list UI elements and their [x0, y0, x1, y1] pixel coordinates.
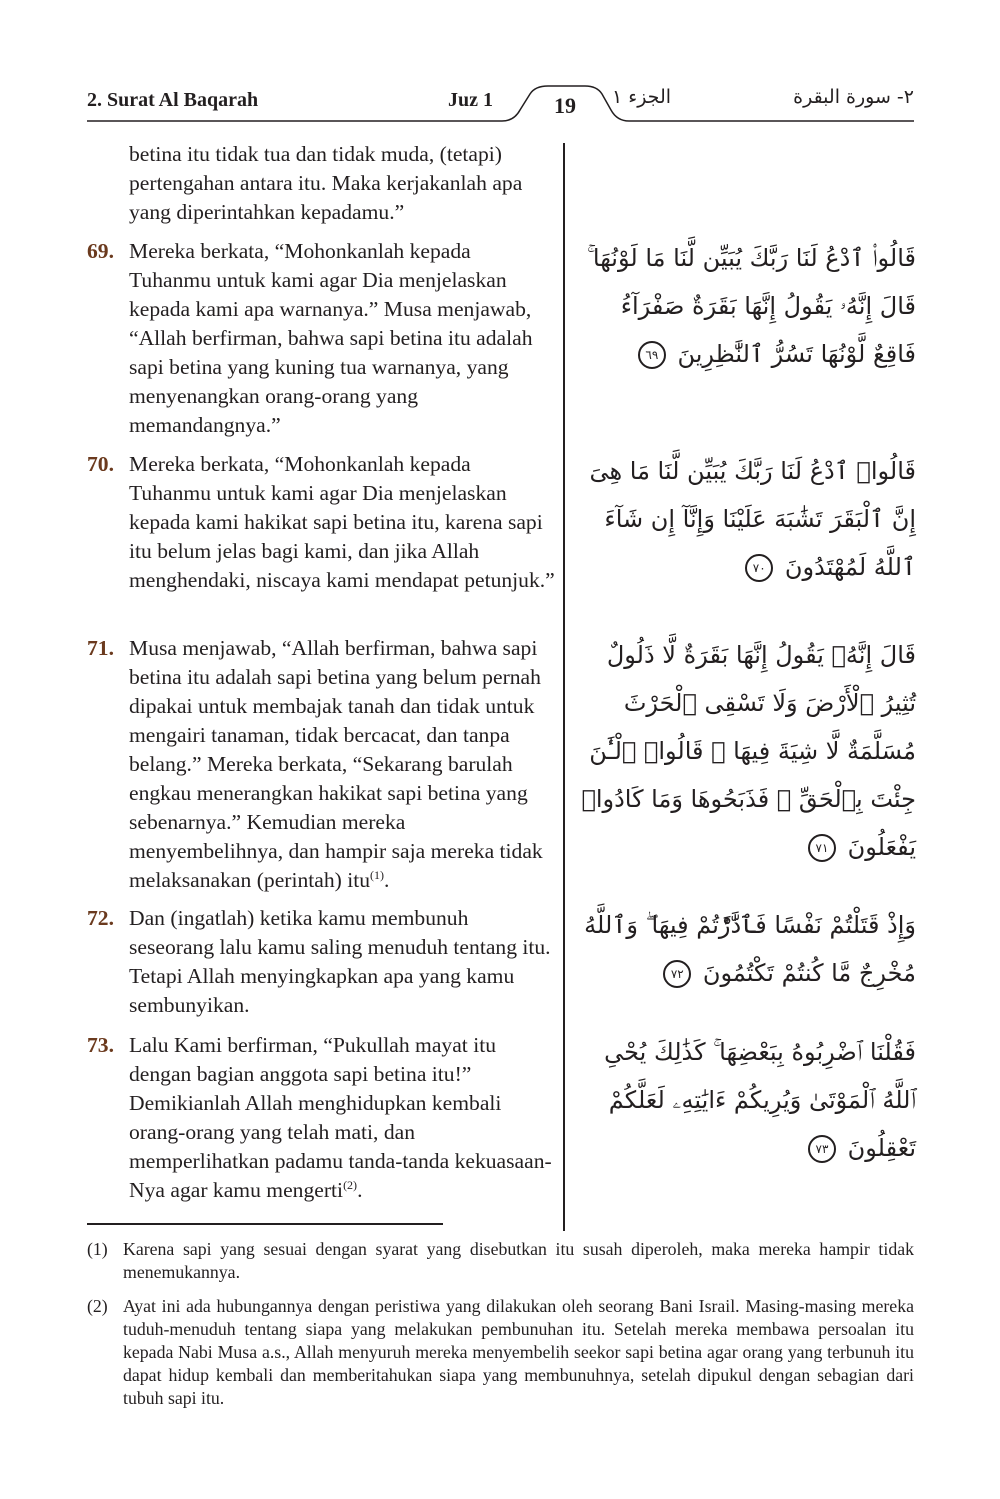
column-divider	[563, 143, 565, 1231]
verse-translation-body	[129, 634, 557, 895]
verse-arabic-73	[578, 1028, 916, 1172]
verse-translation-70	[87, 450, 557, 595]
verse-arabic-69	[578, 234, 916, 378]
ayah-end-mark: ٧٠	[745, 554, 773, 582]
footnote-ref[interactable]: (2)	[343, 1177, 358, 1192]
verse-translation-end: .	[357, 1178, 363, 1202]
verse-translation-text: Dan (ingatlah) ketika kamu membunuh seseorang lalu kamu saling menuduh tentang itu. Tetapi Allah menyingkapkan apa yang kamu sembunyikan.	[129, 906, 551, 1017]
footnote-2	[87, 1295, 914, 1410]
footnote-ref[interactable]: (1)	[370, 867, 385, 882]
verse-arabic-71	[578, 631, 916, 871]
header-surah-latin: 2. Surat Al Baqarah	[87, 89, 259, 111]
arabic-text: قَالَ إِنَّهُۥ يَقُولُ إِنَّهَا بَقَرَةٌ لَّا ذَلُولٌ تُثِيرُ ٱلْأَرْضَ وَلَا تَسْقِى ٱلْحَرْثَ مُسَلَّمَةٌ لَّا شِيَةَ فِيهَا ۚ قَالُوا۟ ٱلْـَٰٔنَ جِئْتَ بِٱلْحَقِّ ۚ فَذَبَحُوهَا وَمَا كَادُوا۟ يَفْعَلُونَ	[581, 641, 916, 861]
verse-translation-72	[87, 904, 557, 1020]
footnote-number: (1)	[87, 1239, 108, 1259]
verse-number: 69.	[87, 239, 114, 263]
verse-arabic-72	[578, 901, 916, 997]
verse-translation-text: Mereka berkata, “Mohonkanlah kepada Tuhanmu untuk kami agar Dia menjelaskan kepada kami apa warnanya.” Musa menjawab, “Allah berfirman, bahwa sapi betina itu adalah sapi betina yang kuning tua warnanya, yang menyenangkan orang-orang yang memandangnya.”	[129, 239, 533, 437]
verse-number: 71.	[87, 636, 114, 660]
verse-translation-body	[129, 1031, 557, 1205]
header-juz-arabic: الجزء ١	[612, 86, 672, 108]
verse-arabic-70	[578, 447, 916, 591]
header-surah-arabic: ٢- سورة البقرة	[793, 86, 914, 108]
footnote-text: Karena sapi yang sesuai dengan syarat yang disebutkan itu susah diperoleh, maka mereka hampir tidak menemukannya.	[123, 1239, 914, 1282]
verse-translation-71	[87, 634, 557, 895]
ayah-end-mark: ٦٩	[638, 341, 666, 369]
arabic-text: قَالُوا۟ ٱدْعُ لَنَا رَبَّكَ يُبَيِّن لَّنَا مَا هِىَ إِنَّ ٱلْبَقَرَ تَشَٰبَهَ عَلَيْنَا وَإِنَّآ إِن شَآءَ ٱللَّهُ لَمُهْتَدُونَ	[589, 457, 916, 581]
arabic-text: قَالُوا۟ ٱدْعُ لَنَا رَبَّكَ يُبَيِّن لَّنَا مَا لَوْنُهَا ۚ قَالَ إِنَّهُۥ يَقُولُ إِنَّهَا بَقَرَةٌ صَفْرَآءُ فَاقِعٌ لَّوْنُهَا تَسُرُّ ٱلنَّٰظِرِينَ	[586, 244, 916, 368]
verse-number: 70.	[87, 452, 114, 476]
verse-translation-69	[87, 237, 557, 440]
footnote-rule	[87, 1223, 443, 1225]
ayah-end-mark: ٧٣	[808, 1135, 836, 1163]
ayah-end-mark: ٧١	[808, 834, 836, 862]
footnote-text: Ayat ini ada hubungannya dengan peristiwa yang dilakukan oleh seorang Bani Israil. Masing-masing mereka tuduh-menuduh tentang siapa yang melakukan pembunuhan itu. Setelah mereka membawa persoalan itu kepada Nabi Musa a.s., Allah menyuruh mereka menyembelih seekor sapi betina agar orang yang terbunuh itu dapat hidup kembali dan memberitahukan siapa yang membunuhnya, setelah dipukul dengan sebagian dari tubuh sapi itu.	[123, 1296, 914, 1408]
verse-translation-text: Mereka berkata, “Mohonkanlah kepada Tuhanmu untuk kami agar Dia menjelaskan kepada kami hakikat sapi betina itu, karena sapi itu belum jelas bagi kami, dan jika Allah menghendaki, niscaya kami mendapat petunjuk.”	[129, 452, 555, 592]
arabic-text: فَقُلْنَا ٱضْرِبُوهُ بِبَعْضِهَا ۚ كَذَٰلِكَ يُحْىِ ٱللَّهُ ٱلْمَوْتَىٰ وَيُرِيكُمْ ءَايَٰتِهِۦ لَعَلَّكُمْ تَعْقِلُونَ	[604, 1038, 916, 1162]
page-number: 19	[554, 93, 576, 118]
verse-number: 72.	[87, 906, 114, 930]
footnote-1	[87, 1238, 914, 1284]
verse-translation-text: Musa menjawab, “Allah berfirman, bahwa sapi betina itu adalah sapi betina yang belum pernah dipakai untuk membajak tanah dan tidak untuk mengairi tanaman, tidak bercacat, dan tanpa belang.” Mereka berkata, “Sekarang barulah engkau menerangkan hakikat sapi betina yang sebenarnya.” Kemudian mereka menyembelihnya, dan hampir saja mereka tidak melaksanakan (perintah) itu	[129, 636, 543, 892]
verse-translation-73	[87, 1031, 557, 1205]
header-juz-latin: Juz 1	[448, 89, 493, 111]
verse-translation-text: Lalu Kami berfirman, “Pukullah mayat itu dengan bagian anggota sapi betina itu!” Demikianlah Allah menghidupkan kembali orang-orang yang telah mati, dan memperlihatkan padamu tanda-tanda kekuasaan-Nya agar kamu mengerti	[129, 1033, 552, 1202]
footnote-number: (2)	[87, 1296, 108, 1316]
verse-translation-end: .	[384, 868, 390, 892]
continuation-text: betina itu tidak tua dan tidak muda, (tetapi) pertengahan antara itu. Maka kerjakanlah apa yang diperintahkan kepadamu.”	[129, 142, 523, 224]
ayah-end-mark: ٧٢	[663, 960, 691, 988]
verse-number: 73.	[87, 1033, 114, 1057]
arabic-text: وَإِذْ قَتَلْتُمْ نَفْسًا فَٱدَّٰرَْٰٔتُمْ فِيهَا ۖ وَٱللَّهُ مُخْرِجٌ مَّا كُنتُمْ تَكْتُمُونَ	[584, 911, 916, 987]
header-rule	[0, 0, 1000, 140]
continuation-text-block	[87, 140, 557, 227]
